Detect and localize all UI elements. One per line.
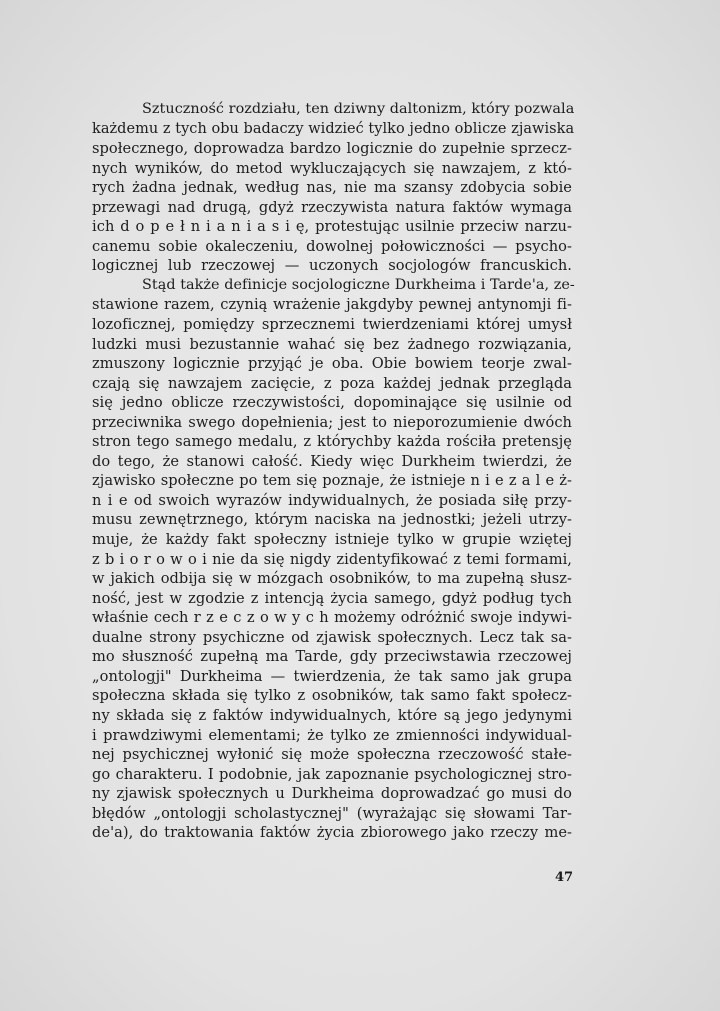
- text-line: de'a), do traktowania faktów życia zbiorowego jako rzeczy me-: [92, 824, 572, 842]
- text-line: społeczna składa się tylko z osobników, tak samo fakt społecz-: [92, 687, 572, 705]
- text-line: stawione razem, czynią wrażenie jakgdyby pewnej antynomji fi-: [92, 296, 572, 314]
- text-line: zjawisko społeczne po tem się poznaje, że istnieje n i e z a l e ż-: [92, 472, 572, 490]
- text-line: zmuszony logicznie przyjąć je oba. Obie bowiem teorje zwal-: [92, 355, 572, 373]
- text-line: go charakteru. I podobnie, jak zapoznanie psychologicznej stro-: [92, 765, 572, 783]
- text-line: właśnie cech r z e c z o w y c h możemy odróżnić swoje indywi-: [92, 609, 572, 627]
- text-line: musu zewnętrznego, którym naciska na jednostki; jeżeli utrzy-: [92, 511, 572, 529]
- text-line: się jedno oblicze rzeczywistości, dopominające się usilnie od: [92, 394, 572, 412]
- text-line: stron tego samego medalu, z którychby każda rościła pretensję: [92, 433, 572, 451]
- text-line: czają się nawzajem zacięcie, z poza każdej jednak przegląda: [92, 374, 572, 392]
- text-line: z b i o r o w o i nie da się nigdy zidentyfikować z temi formami,: [92, 550, 572, 568]
- text-line: ny zjawisk społecznych u Durkheima doprowadzać go musi do: [92, 785, 572, 803]
- text-line: canemu sobie okaleczeniu, dowolnej połowiczności — psycho-: [92, 237, 572, 255]
- page-number: 47: [555, 870, 574, 885]
- text-line: ność, jest w zgodzie z intencją życia samego, gdyż podług tych: [92, 589, 572, 607]
- text-line: logicznej lub rzeczowej — uczonych socjologów francuskich.: [92, 257, 572, 275]
- text-line: przeciwnika swego dopełnienia; jest to nieporozumienie dwóch: [92, 413, 572, 431]
- text-line: Stąd także definicje socjologiczne Durkheima i Tarde'a, ze-: [142, 276, 575, 293]
- text-line: dualne strony psychiczne od zjawisk społecznych. Lecz tak sa-: [92, 628, 572, 646]
- text-line: ny składa się z faktów indywidualnych, które są jego jedynymi: [92, 706, 572, 724]
- text-line: do tego, że stanowi całość. Kiedy więc Durkheim twierdzi, że: [92, 452, 572, 470]
- text-line: lozoficznej, pomiędzy sprzecznemi twierdzeniami której umysł: [92, 316, 572, 334]
- text-line: Sztuczność rozdziału, ten dziwny daltonizm, który pozwala: [142, 101, 575, 117]
- text-line: nych wyników, do metod wykluczających się nawzajem, z któ-: [92, 159, 572, 177]
- text-line: społecznego, doprowadza bardzo logicznie do zupełnie sprzecz-: [92, 140, 572, 158]
- text-line: ludzki musi bezustannie wahać się bez żadnego rozwiązania,: [92, 335, 572, 353]
- text-line: muje, że każdy fakt społeczny istnieje tylko w grupie wziętej: [92, 531, 572, 549]
- text-line: n i e od swoich wyrazów indywidualnych, że posiada siłę przy-: [92, 491, 572, 509]
- text-line: „ontologji" Durkheima — twierdzenia, że tak samo jak grupa: [92, 667, 572, 685]
- text-line: rych żadna jednak, według nas, nie ma szansy zdobycia sobie: [92, 179, 572, 197]
- text-line: każdemu z tych obu badaczy widzieć tylko jedno oblicze zjawiska: [92, 120, 575, 137]
- text-line: nej psychicznej wyłonić się może społeczna rzeczowość stałe-: [92, 746, 572, 764]
- text-line: błędów „ontologji scholastycznej" (wyrażając się słowami Tar-: [92, 804, 572, 822]
- text-line: mo słuszność zupełną ma Tarde, gdy przeciwstawia rzeczowej: [92, 648, 572, 666]
- text-line: przewagi nad drugą, gdyż rzeczywista natura faktów wymaga: [92, 198, 572, 216]
- body-text: [92, 100, 575, 843]
- text-line: w jakich odbija się w mózgach osobników, to ma zupełną słusz-: [92, 570, 572, 588]
- text-line: ich d o p e ł n i a n i a s i ę, protestując usilnie przeciw narzu-: [92, 218, 572, 236]
- text-line: i prawdziwymi elementami; że tylko ze zmienności indywidual-: [92, 726, 572, 744]
